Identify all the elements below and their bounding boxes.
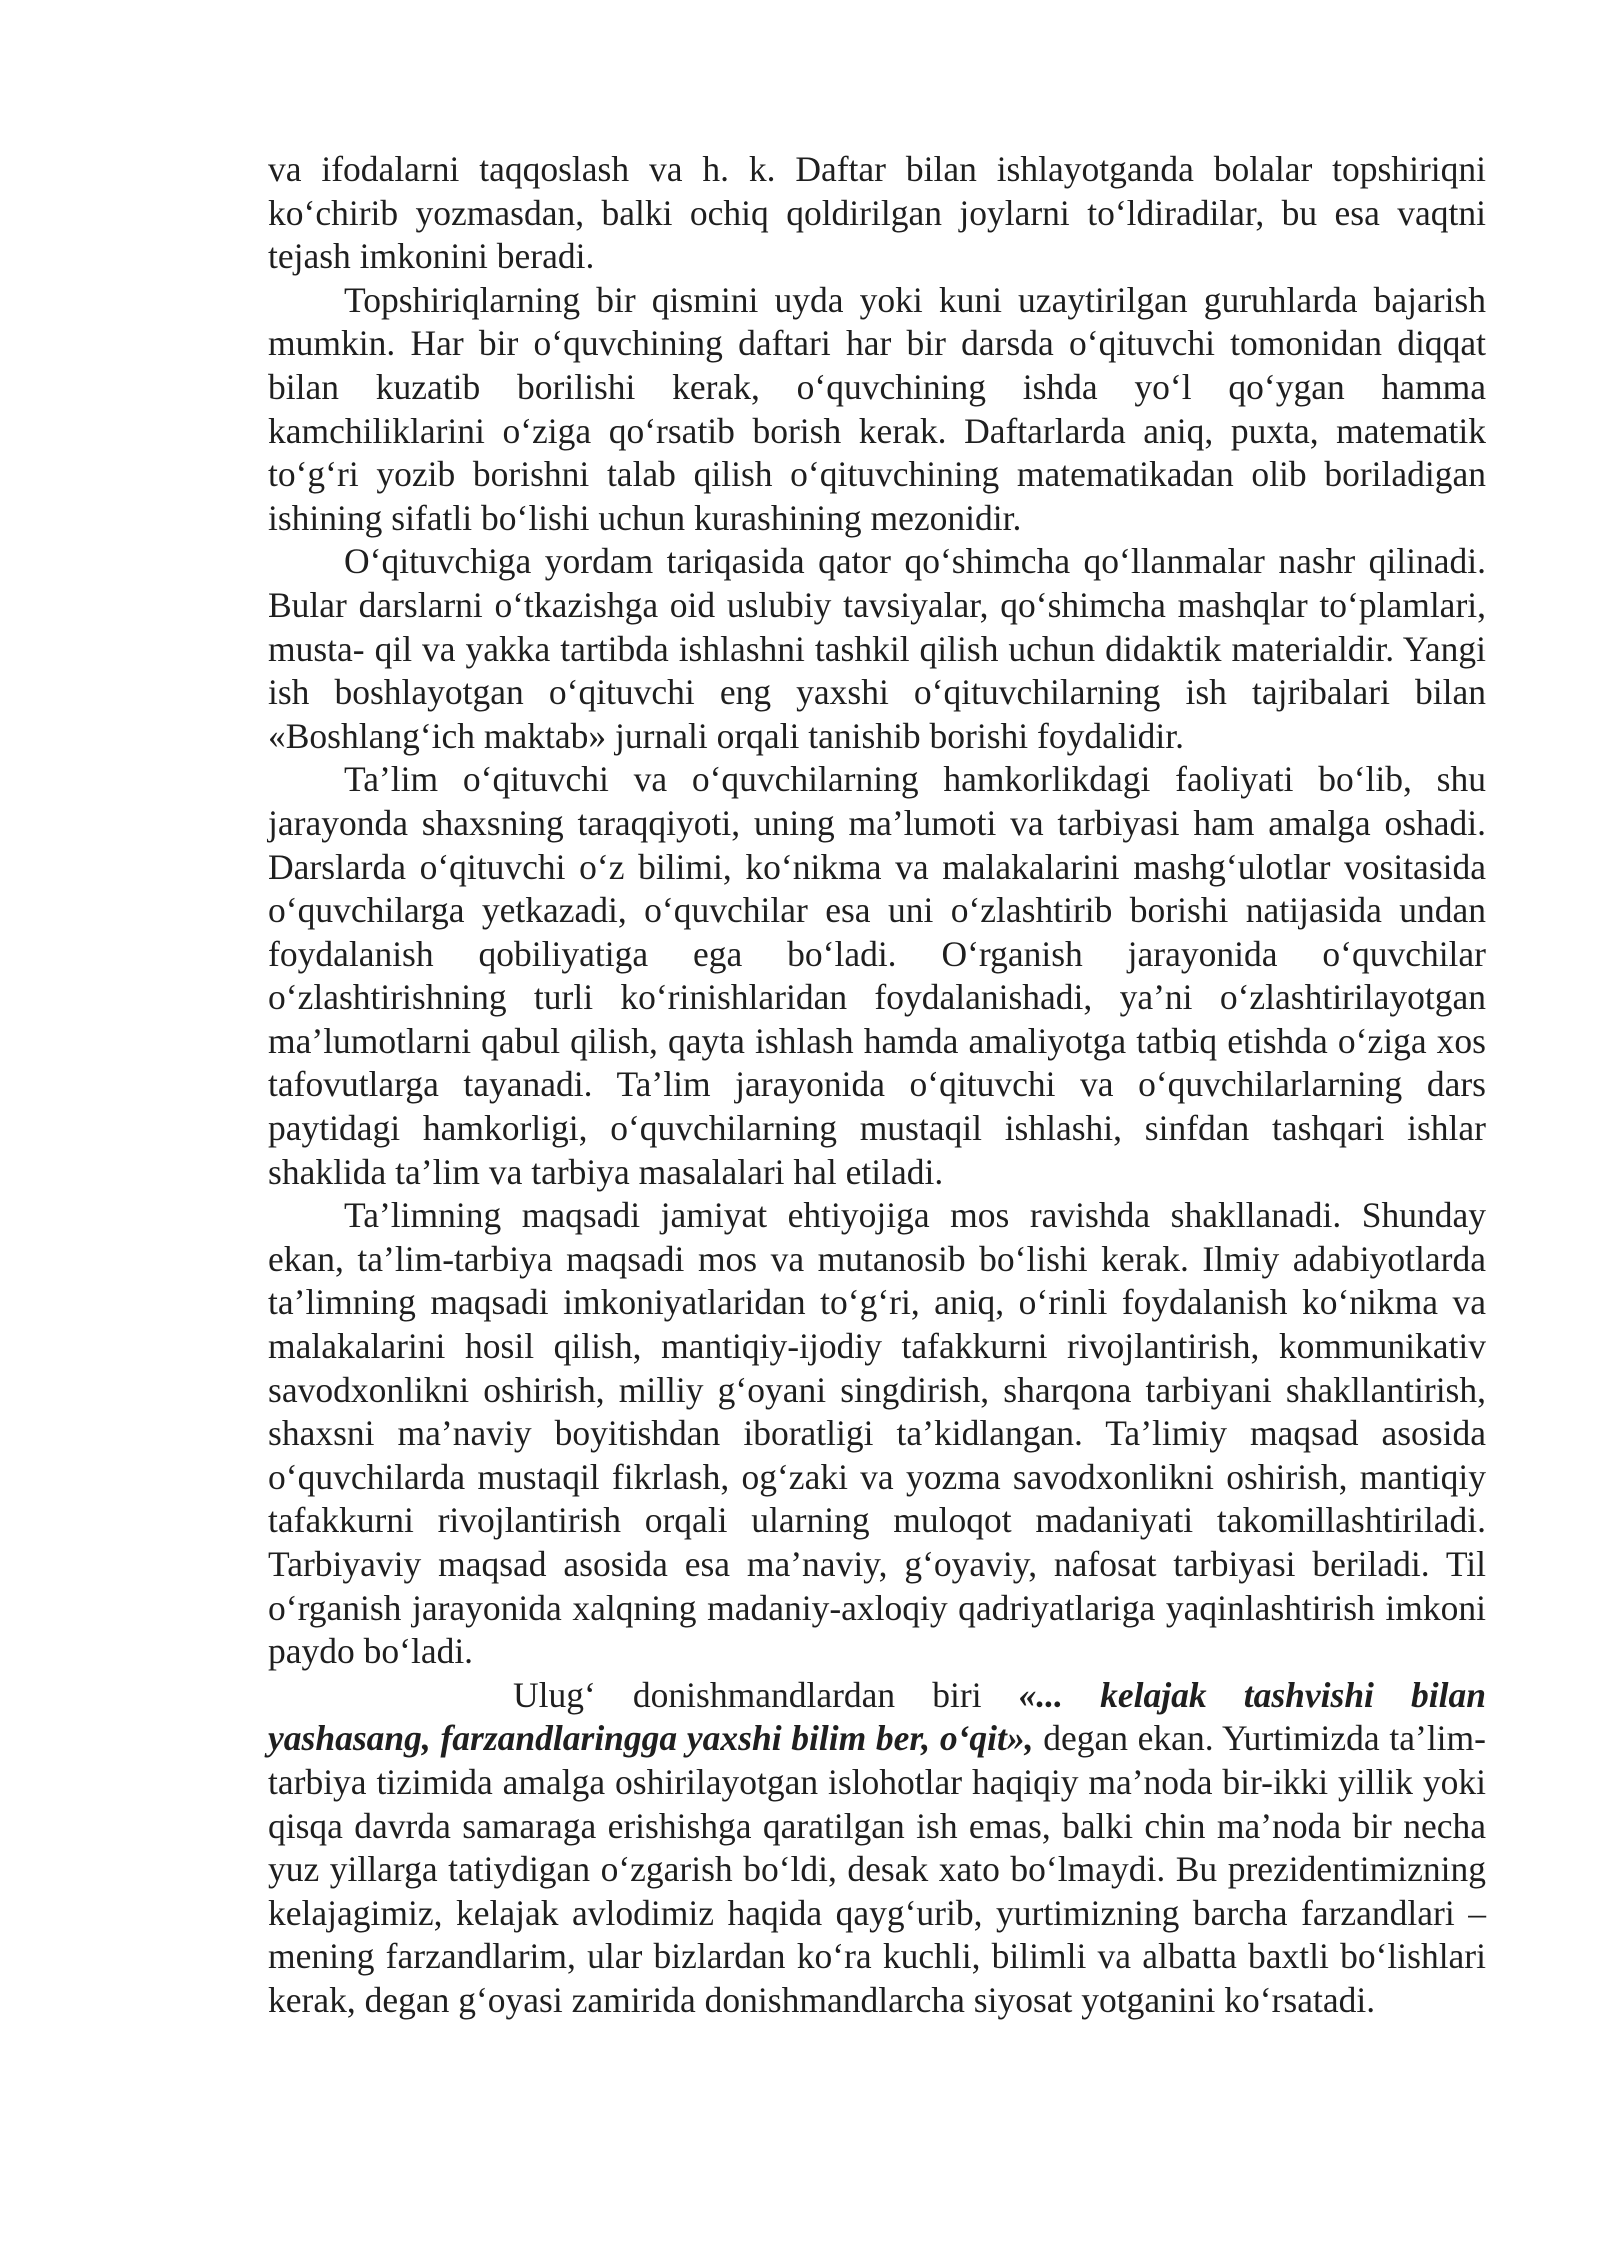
paragraph-text: Topshiriqlarning bir qismini uyda yoki kuni uzaytirilgan guruhlarda bajarish mumkin. Har bir o‘quvchining daftari har bir darsda o‘qituvchi tomonidan diqqat bilan kuzatib borilishi kerak, o‘quvchining ishda yo‘l qo‘ygan hamma kamchiliklarini o‘ziga qo‘rsatib borish kerak. Daftarlarda aniq, puxta, matematik to‘g‘ri yozib borishni talab qilish o‘qituvchining matematikadan olib boriladigan ishining sifatli bo‘lishi uchun kurashining mezonidir. (268, 279, 1486, 538)
quotation: «... kelajak tashvishi bilan yashasang, farzandlaringga yaxshi bilim ber, o‘qit», (268, 1674, 1486, 1759)
paragraph-text: Ta’lim o‘qituvchi va o‘quvchilarning hamkorlikdagi faoliyati bo‘lib, shu jarayonda shaxsning taraqqiyoti, uning ma’lumoti va tarbiyasi ham amalga oshadi. Darslarda o‘qituvchi o‘z bilimi, ko‘nikma va malakalarini mashg‘ulotlar vositasida o‘quvchilarga yetkazadi, o‘quvchilar esa uni o‘zlashtirib borishi natijasida undan foydalanish qobiliyatiga ega bo‘ladi. O‘rganish jarayonida o‘quvchilar o‘zlashtirishning turli ko‘rinishlaridan foydalanishadi, ya’ni o‘zlashtirilayotgan ma’lumotlarni qabul qilish, qayta ishlash hamda amaliyotga tatbiq etishda o‘ziga xos tafovutlarga tayanadi. Ta’lim jarayonida o‘qituvchi va o‘quvchilarlarning dars paytidagi hamkorligi, o‘quvchilarning mustaqil ishlashi, sinfdan tashqari ishlar shaklida ta’lim va tarbiya masalalari hal etiladi. (268, 759, 1486, 1192)
paragraph-text: degan ekan. Yurtimizda ta’lim-tarbiya tizimida amalga oshirilayotgan islohotlar haqiqiy ma’noda bir-ikki yillik yoki qisqa davrda samaraga erishishga qaratilgan ish emas, balki chin ma’noda bir necha yuz yillarga tatiydigan o‘zgarish bo‘ldi, desak xato bo‘lmaydi. Bu prezidentimizning kelajagimiz, kelajak avlodimiz haqida qayg‘urib, yurtimizning barcha farzandlari – mening farzandlarim, ular bizlardan ko‘ra kuchli, bilimli va albatta baxtli bo‘lishlari kerak, degan g‘oyasi zamirida donishmandlarcha siyosat yotganini ko‘rsatadi. (268, 1718, 1486, 2020)
document-page (268, 148, 1486, 2023)
paragraph-with-quote (268, 1674, 1486, 2023)
paragraph-text: O‘qituvchiga yordam tariqasida qator qo‘shimcha qo‘llanmalar nashr qilinadi. Bular darslarni o‘tkazishga oid uslubiy tavsiyalar, qo‘shimcha mashqlar to‘plamlari, musta- qil va yakka tartibda ishlashni tashkil qilish uchun didaktik materialdir. Yangi ish boshlayotgan o‘qituvchi eng yaxshi o‘qituvchilarning ish tajribalari bilan «Boshlang‘ich maktab» jurnali orqali tanishib borishi foydalidir. (268, 541, 1486, 756)
paragraph (268, 758, 1486, 1194)
paragraph (268, 279, 1486, 541)
paragraph-text: va ifodalarni taqqoslash va h. k. Daftar bilan ishlayotganda bolalar topshiriqni ko‘chirib yozmasdan, balki ochiq qoldirilgan joylarni to‘ldiradilar, bu esa vaqtni tejash imkonini beradi. (268, 149, 1486, 277)
paragraph-text: Ulug‘ donishmandlardan biri (513, 1674, 1019, 1715)
paragraph (268, 1194, 1486, 1674)
paragraph-text: Ta’limning maqsadi jamiyat ehtiyojiga mos ravishda shakllanadi. Shunday ekan, ta’lim-tarbiya maqsadi mos va mutanosib bo‘lishi kerak. Ilmiy adabiyotlarda ta’limning maqsadi imkoniyatlaridan to‘g‘ri, aniq, o‘rinli foydalanish ko‘nikma va malakalarini hosil qilish, mantiqiy-ijodiy tafakkurni rivojlantirish, kommunikativ savodxonlikni oshirish, milliy g‘oyani singdirish, sharqona tarbiyani shakllantirish, shaxsni ma’naviy boyitishdan iboratligi ta’kidlangan. Ta’limiy maqsad asosida o‘quvchilarda mustaqil fikrlash, og‘zaki va yozma savodxonlikni oshirish, mantiqiy tafakkurni rivojlantirish orqali ularning muloqot madaniyati takomillashtiriladi. Tarbiyaviy maqsad asosida esa ma’naviy, g‘oyaviy, nafosat tarbiyasi beriladi. Til o‘rganish jarayonida xalqning madaniy-axloqiy qadriyatlariga yaqinlashtirish imkoni paydo bo‘ladi. (268, 1195, 1486, 1672)
paragraph (268, 540, 1486, 758)
paragraph (268, 148, 1486, 279)
